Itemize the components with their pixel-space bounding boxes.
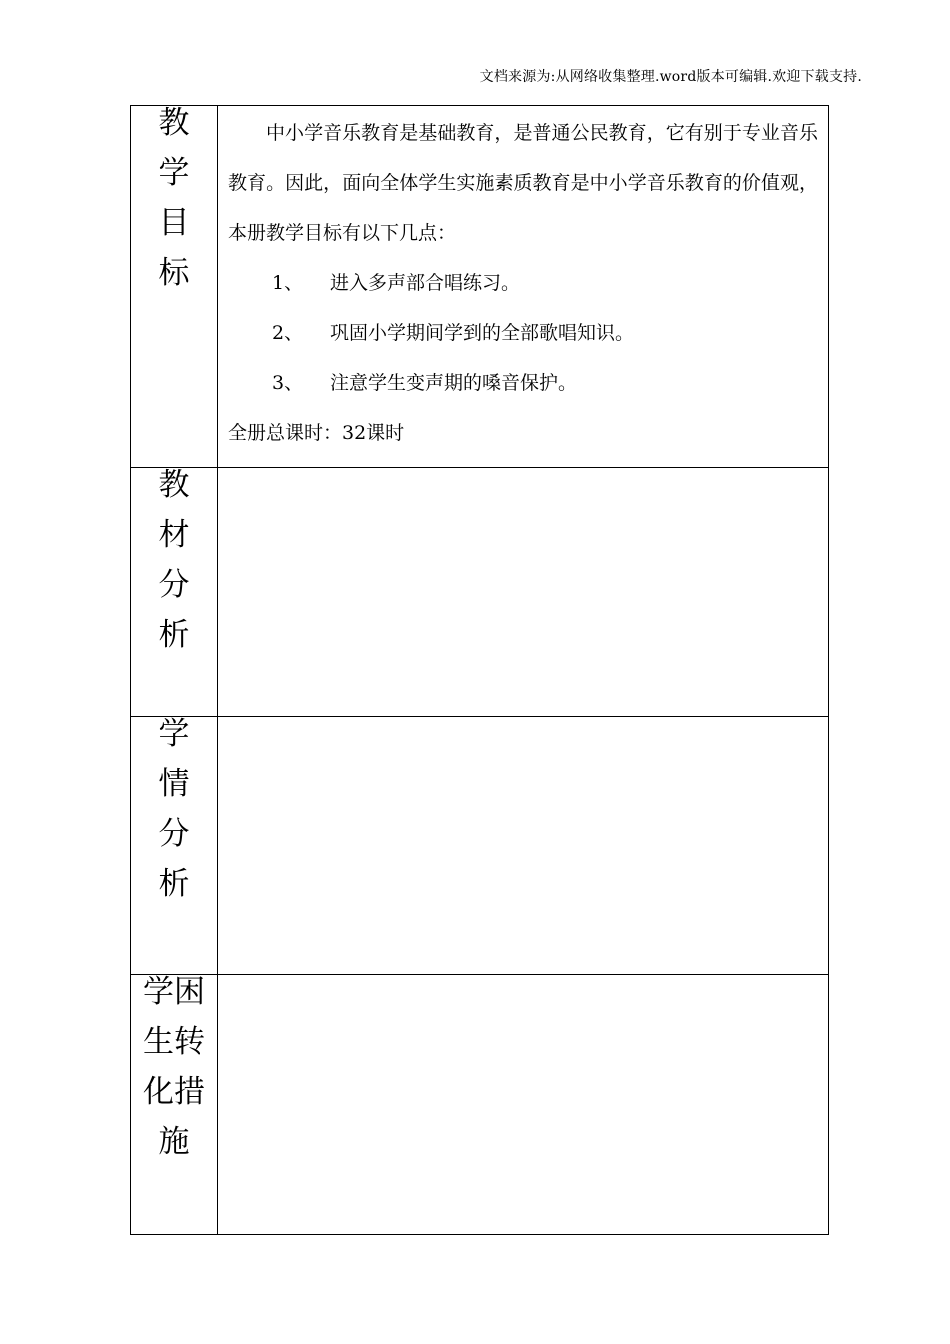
goal-item-number: 2、 bbox=[272, 322, 304, 344]
content-cell-student-analysis bbox=[218, 717, 829, 975]
row-label-student-analysis: 学情分析 bbox=[158, 716, 190, 902]
intro-paragraph: 中小学音乐教育是基础教育，是普通公民教育，它有别于专业音乐教育。因此，面向全体学生实施素质教育是中小学音乐教育的价值观，本册教学目标有以下几点： bbox=[228, 122, 818, 244]
header-note: 文档来源为:从网络收集整理.word版本可编辑.欢迎下载支持. bbox=[479, 69, 862, 85]
goal-item-text: 巩固小学期间学到的全部歌唱知识。 bbox=[330, 322, 635, 344]
label-cell-struggling-students bbox=[131, 975, 218, 1235]
total-class-hours: 全册总课时：32课时 bbox=[228, 422, 405, 444]
content-cell-struggling-students bbox=[218, 975, 829, 1235]
table-row-teaching-goals bbox=[131, 106, 829, 468]
content-cell-textbook-analysis bbox=[218, 468, 829, 717]
teaching-plan-table bbox=[130, 105, 829, 1235]
goal-item bbox=[228, 258, 818, 308]
row-label-struggling-students: 学困生转化措施 bbox=[143, 974, 205, 1160]
goal-item-text: 进入多声部合唱练习。 bbox=[330, 272, 521, 294]
row-label-textbook-analysis: 教材分析 bbox=[158, 467, 190, 653]
goal-item bbox=[228, 308, 818, 358]
label-cell-textbook-analysis bbox=[131, 468, 218, 717]
goal-item bbox=[228, 358, 818, 408]
goal-item-text: 注意学生变声期的嗓音保护。 bbox=[330, 372, 578, 394]
row-label-teaching-goals: 教学目标 bbox=[158, 105, 190, 291]
goal-item-number: 3、 bbox=[272, 372, 304, 394]
label-cell-teaching-goals bbox=[131, 106, 218, 468]
table-row-struggling-students bbox=[131, 975, 829, 1235]
goal-item-number: 1、 bbox=[272, 272, 304, 294]
table-row-student-analysis bbox=[131, 717, 829, 975]
content-cell-teaching-goals bbox=[218, 106, 829, 468]
teaching-goals-content bbox=[218, 106, 828, 458]
table-row-textbook-analysis bbox=[131, 468, 829, 717]
label-cell-student-analysis bbox=[131, 717, 218, 975]
